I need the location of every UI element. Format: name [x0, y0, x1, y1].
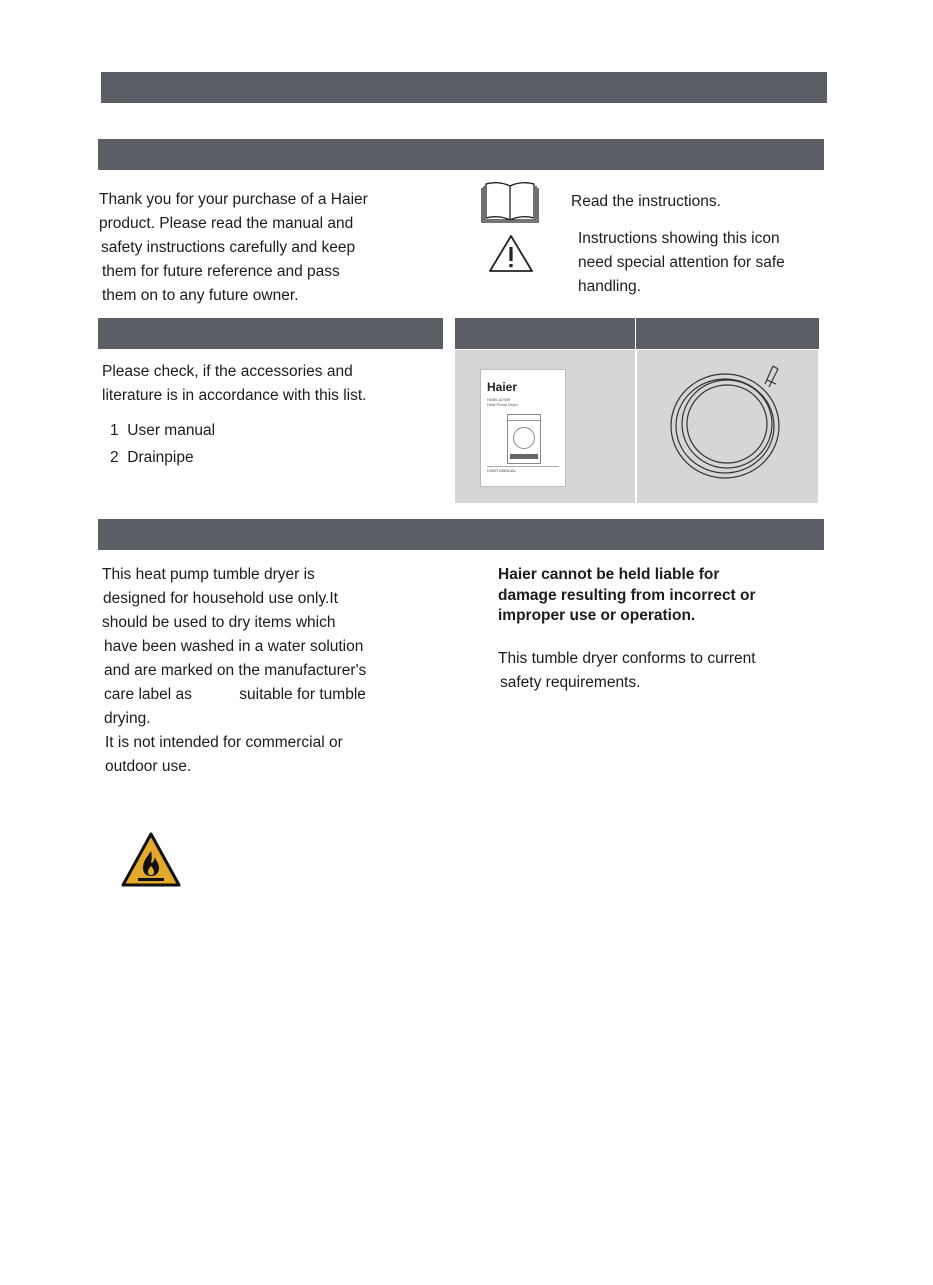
manual-subtitle: Heat Pump Dryer	[487, 402, 518, 407]
intended-use-line: It is not intended for commercial or	[105, 734, 343, 751]
conformity-line: This tumble dryer conforms to current	[498, 650, 756, 667]
section-bar-welcome	[98, 139, 824, 170]
intended-use-line: have been washed in a water solution	[104, 638, 364, 655]
accessories-line: literature is in accordance with this list.	[102, 387, 367, 404]
intro-line: Thank you for your purchase of a Haier	[99, 191, 368, 208]
liability-line: Haier cannot be held liable for	[498, 566, 720, 583]
conformity-line: safety requirements.	[500, 674, 641, 691]
warning-legend-text	[578, 227, 785, 299]
manual-model: HD80-A2959	[487, 397, 511, 402]
user-manual-panel	[455, 350, 635, 503]
book-icon	[480, 180, 540, 224]
list-item-number: 1	[110, 422, 119, 439]
intro-line: them for future reference and pass	[102, 263, 340, 280]
accessory-header-manual	[455, 318, 635, 349]
liability-line: improper use or operation.	[498, 607, 696, 624]
section-bar-intended-use	[98, 519, 824, 550]
intro-line: safety instructions carefully and keep	[101, 239, 356, 256]
list-item	[110, 421, 215, 441]
warning-line: need special attention for safe	[578, 254, 785, 271]
intended-use-line: should be used to dry items which	[102, 614, 336, 631]
liability-line: damage resulting from incorrect or	[498, 586, 756, 604]
page-header-bar	[101, 72, 827, 103]
liability-text	[498, 565, 756, 627]
accessories-text	[102, 360, 366, 408]
drainpipe-image	[665, 360, 789, 484]
intended-use-line: This heat pump tumble dryer is	[102, 566, 315, 583]
intro-text	[99, 188, 368, 308]
warning-line: handling.	[578, 278, 641, 295]
intended-use-line: and are marked on the manufacturer's	[104, 662, 367, 679]
list-item-number: 2	[110, 449, 119, 466]
manual-footer-rule	[487, 466, 559, 467]
conformity-text	[498, 647, 756, 695]
intro-line: product. Please read the manual and	[99, 215, 354, 232]
warning-icon	[488, 234, 534, 274]
manual-footer: USER MANUAL	[487, 468, 516, 473]
user-manual-image	[480, 369, 566, 487]
intended-use-line: designed for household use only.It	[103, 590, 338, 607]
intro-line: them on to any future owner.	[102, 287, 299, 304]
drainpipe-panel	[637, 350, 818, 503]
intended-use-line: outdoor use.	[105, 758, 192, 775]
accessories-line: Please check, if the accessories and	[102, 363, 353, 380]
flammable-warning-icon	[121, 832, 181, 888]
list-item	[110, 448, 194, 468]
list-item-label: User manual	[127, 422, 216, 439]
intended-use-line: drying.	[104, 710, 151, 727]
intended-use-line: care label as suitable for tumble	[104, 686, 366, 703]
warning-line: Instructions showing this icon	[578, 230, 780, 247]
section-bar-accessories	[98, 318, 443, 349]
manual-dryer-illustration	[507, 414, 541, 464]
read-instructions-text: Read the instructions.	[571, 193, 721, 210]
manual-brand-logo: Haier	[487, 380, 518, 394]
list-item-label: Drainpipe	[127, 449, 194, 466]
intended-use-text	[102, 563, 366, 779]
accessory-header-drainpipe	[636, 318, 819, 349]
